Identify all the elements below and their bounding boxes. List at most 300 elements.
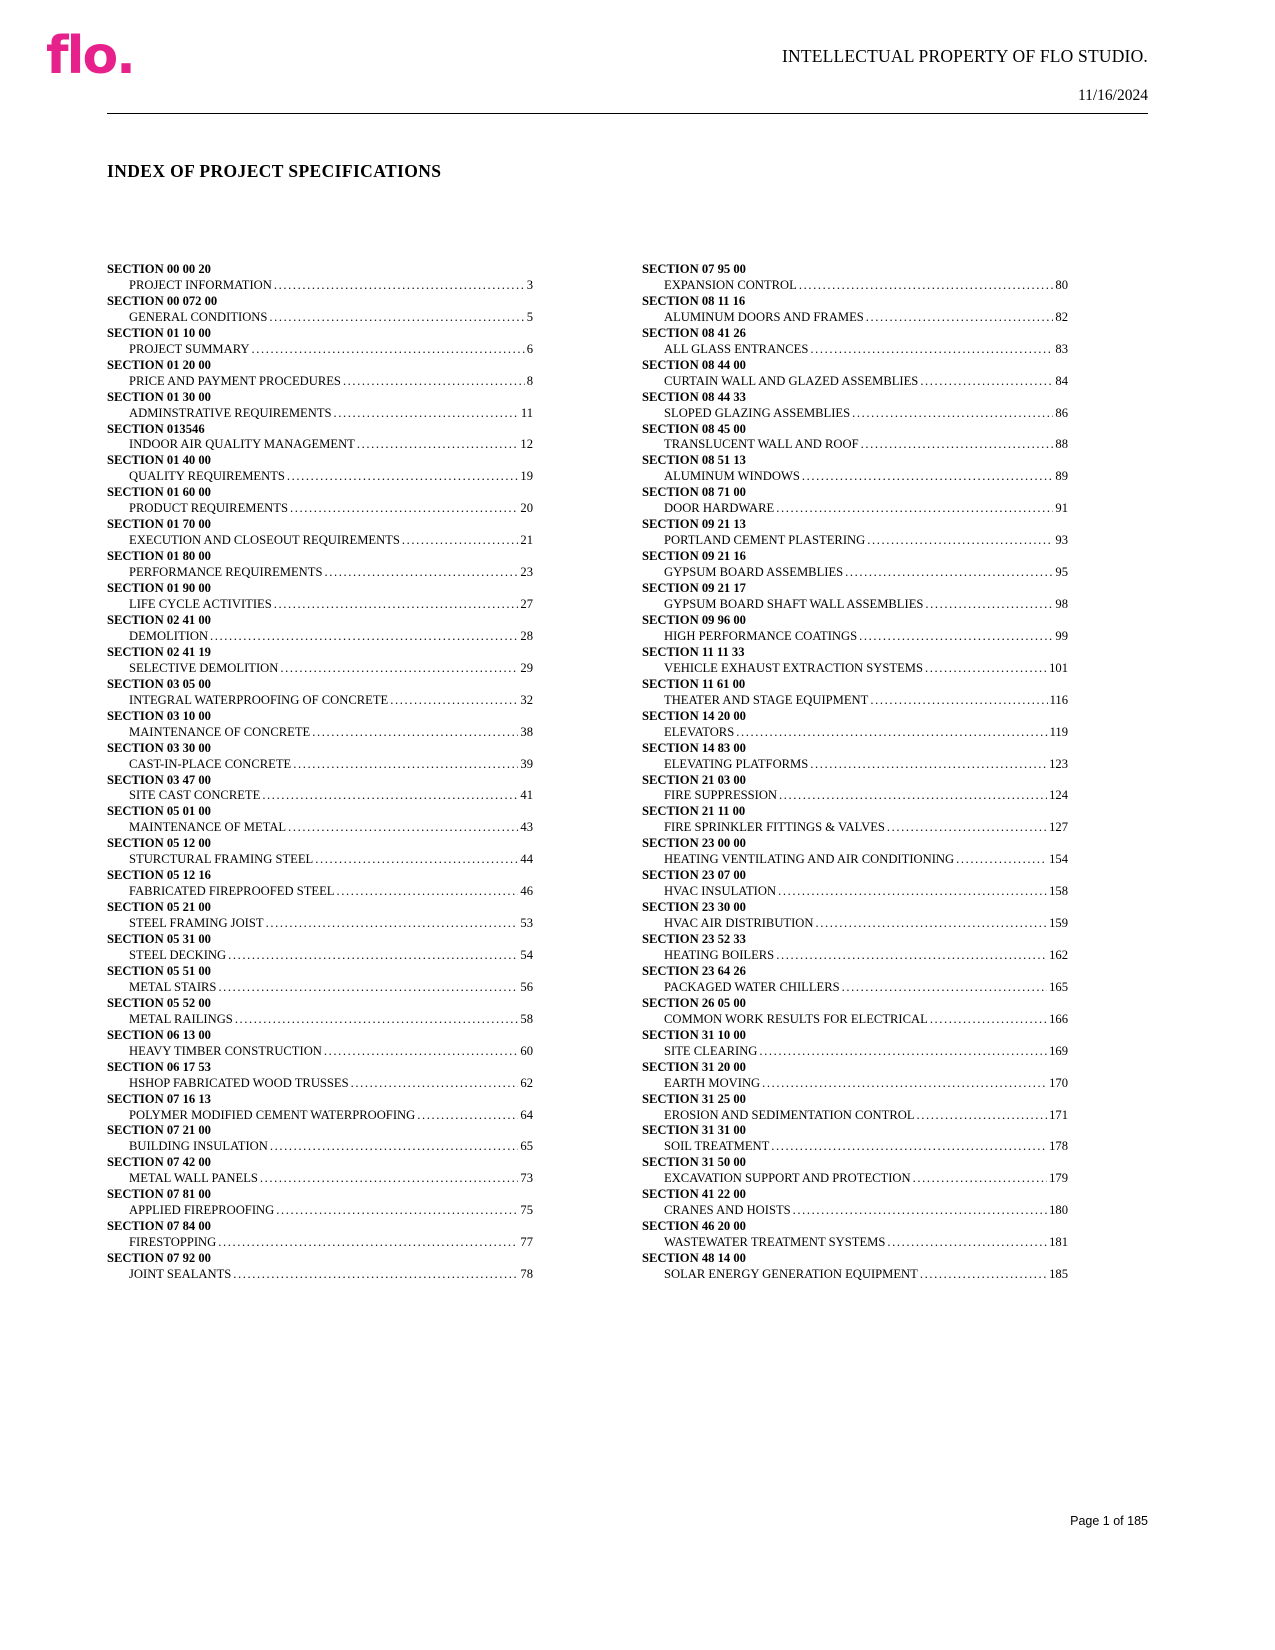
toc-title-line: [107, 597, 533, 613]
toc-entry: [642, 1251, 1068, 1283]
dot-leader: [210, 629, 518, 645]
toc-section-heading: SECTION 07 81 00: [107, 1187, 211, 1202]
dot-leader: [887, 820, 1047, 836]
toc-title: COMMON WORK RESULTS FOR ELECTRICAL: [664, 1011, 928, 1026]
toc-section-heading: SECTION 03 47 00: [107, 772, 211, 787]
toc-section-heading: SECTION 05 52 00: [107, 995, 211, 1010]
toc-page-number: 119: [1049, 724, 1068, 739]
toc-title: ELEVATING PLATFORMS: [664, 756, 809, 771]
dot-leader: [270, 1139, 519, 1155]
toc-entry: [642, 773, 1068, 805]
toc-title-line: [642, 693, 1068, 709]
toc-title-line: [642, 820, 1068, 836]
toc-section-heading: SECTION 05 12 16: [107, 868, 211, 883]
toc-section-heading: SECTION 01 60 00: [107, 485, 211, 500]
toc-title: BUILDING INSULATION: [129, 1139, 268, 1154]
toc-title: SOIL TREATMENT: [664, 1139, 770, 1154]
dot-leader: [816, 916, 1048, 932]
dot-leader: [917, 1108, 1048, 1124]
toc-title-line: [642, 278, 1068, 294]
toc-page-number: 39: [520, 756, 533, 771]
dot-leader: [779, 788, 1047, 804]
toc-section-heading: SECTION 07 95 00: [642, 262, 746, 276]
dot-leader: [351, 1076, 519, 1092]
toc-section-heading: SECTION 11 11 33: [642, 644, 745, 659]
toc-page-number: 124: [1049, 788, 1068, 803]
toc-page-number: 180: [1049, 1203, 1068, 1218]
dot-leader: [228, 948, 518, 964]
toc-title-line: [642, 1044, 1068, 1060]
toc-page-number: 84: [1055, 373, 1068, 388]
toc-title-line: [107, 884, 533, 900]
toc-page-number: 82: [1055, 309, 1068, 324]
toc-title: PACKAGED WATER CHILLERS: [664, 979, 840, 994]
toc-entry: [642, 836, 1068, 868]
toc-section-heading: SECTION 09 96 00: [642, 612, 746, 627]
toc-section-heading: SECTION 03 10 00: [107, 708, 211, 723]
dot-leader: [274, 597, 519, 613]
toc-title-line: [107, 1108, 533, 1124]
dot-leader: [861, 437, 1054, 453]
dot-leader: [266, 916, 519, 932]
toc-section-heading: SECTION 11 61 00: [642, 676, 746, 691]
toc-page-number: 56: [520, 979, 533, 994]
toc-section-heading: SECTION 08 51 13: [642, 453, 746, 468]
toc-entry: [642, 1092, 1068, 1124]
toc-title-line: [107, 820, 533, 836]
dot-leader: [334, 406, 519, 422]
toc-title-line: [107, 1267, 533, 1283]
toc-title-line: [642, 1267, 1068, 1283]
toc-title: ADMINSTRATIVE REQUIREMENTS: [129, 405, 332, 420]
toc-title: MAINTENANCE OF CONCRETE: [129, 724, 311, 739]
toc-page-number: 28: [520, 628, 533, 643]
toc-title-line: [107, 852, 533, 868]
toc-entry: [107, 422, 533, 454]
dot-leader: [262, 788, 518, 804]
toc-title: POLYMER MODIFIED CEMENT WATERPROOFING: [129, 1107, 416, 1122]
toc-title: INDOOR AIR QUALITY MANAGEMENT: [129, 437, 355, 452]
toc-title-line: [107, 310, 533, 326]
dot-leader: [802, 469, 1054, 485]
toc-page-number: 8: [526, 373, 533, 388]
toc-title: PRICE AND PAYMENT PROCEDURES: [129, 373, 341, 388]
toc-entry: [107, 1251, 533, 1283]
toc-section-heading: SECTION 01 90 00: [107, 581, 211, 596]
toc-page-number: 5: [526, 309, 533, 324]
dot-leader: [799, 278, 1054, 294]
toc-title: THEATER AND STAGE EQUIPMENT: [664, 692, 869, 707]
toc-title: METAL STAIRS: [129, 979, 217, 994]
toc-page-number: 27: [520, 597, 533, 612]
toc-title: SITE CLEARING: [664, 1043, 758, 1058]
dot-leader: [776, 948, 1047, 964]
toc-title: SOLAR ENERGY GENERATION EQUIPMENT: [664, 1267, 918, 1282]
toc-title: TRANSLUCENT WALL AND ROOF: [664, 437, 859, 452]
toc-entry: [107, 549, 533, 581]
toc-title: PROJECT SUMMARY: [129, 341, 250, 356]
toc-entry: [642, 390, 1068, 422]
dot-leader: [762, 1076, 1047, 1092]
flo-logo: flo.: [46, 26, 134, 86]
toc-title-line: [107, 693, 533, 709]
toc-section-heading: SECTION 06 17 53: [107, 1059, 211, 1074]
toc-entry: [107, 709, 533, 741]
toc-section-heading: SECTION 08 45 00: [642, 421, 746, 436]
toc-title-line: [107, 469, 533, 485]
toc-page-number: 179: [1049, 1171, 1068, 1186]
toc-section-heading: SECTION 48 14 00: [642, 1251, 746, 1266]
toc-section-heading: SECTION 08 44 33: [642, 389, 746, 404]
toc-left-column: [107, 262, 533, 1283]
toc-page-number: 181: [1049, 1235, 1068, 1250]
toc-page-number: 3: [526, 277, 533, 292]
toc-page-number: 91: [1055, 501, 1068, 516]
toc-entry: [107, 773, 533, 805]
toc-entry: [642, 1060, 1068, 1092]
toc-title: QUALITY REQUIREMENTS: [129, 469, 285, 484]
toc-section-heading: SECTION 21 03 00: [642, 772, 746, 787]
toc-entry: [642, 804, 1068, 836]
toc-section-heading: SECTION 01 40 00: [107, 453, 211, 468]
toc-title: ALUMINUM DOORS AND FRAMES: [664, 309, 864, 324]
toc-title: METAL WALL PANELS: [129, 1171, 258, 1186]
dot-leader: [290, 501, 518, 517]
toc-page-number: 158: [1049, 884, 1068, 899]
toc-title: EROSION AND SEDIMENTATION CONTROL: [664, 1107, 915, 1122]
toc-title-line: [107, 788, 533, 804]
toc-title: STEEL FRAMING JOIST: [129, 916, 264, 931]
toc-title: LIFE CYCLE ACTIVITIES: [129, 597, 272, 612]
toc-entry: [107, 645, 533, 677]
toc-section-heading: SECTION 00 072 00: [107, 293, 218, 308]
toc-title: PROJECT INFORMATION: [129, 277, 272, 292]
toc-title-line: [642, 661, 1068, 677]
toc-entry: [107, 294, 533, 326]
toc-page-number: 32: [520, 692, 533, 707]
toc-title-line: [642, 310, 1068, 326]
toc-entry: [107, 326, 533, 358]
toc-page-number: 73: [520, 1171, 533, 1186]
toc-title: FIRE SPRINKLER FITTINGS & VALVES: [664, 820, 885, 835]
toc-title: ALUMINUM WINDOWS: [664, 469, 800, 484]
toc-page-number: 23: [520, 565, 533, 580]
toc-title-line: [642, 406, 1068, 422]
toc-title: PRODUCT REQUIREMENTS: [129, 501, 288, 516]
toc-title-line: [642, 1203, 1068, 1219]
toc-section-heading: SECTION 23 00 00: [642, 836, 746, 851]
toc-right-column: [642, 262, 1068, 1283]
toc-page-number: 41: [520, 788, 533, 803]
toc-entry: [642, 645, 1068, 677]
toc-page-number: 38: [520, 724, 533, 739]
toc-entry: [107, 868, 533, 900]
dot-leader: [776, 501, 1053, 517]
toc-title-line: [107, 916, 533, 932]
toc-page-number: 99: [1055, 628, 1068, 643]
toc-entry: [642, 581, 1068, 613]
toc-entry: [642, 294, 1068, 326]
dot-leader: [336, 884, 518, 900]
toc-page-number: 165: [1049, 979, 1068, 994]
toc-entry: [107, 358, 533, 390]
toc-title: EARTH MOVING: [664, 1075, 761, 1090]
toc-page-number: 43: [520, 820, 533, 835]
toc-title: INTEGRAL WATERPROOFING OF CONCRETE: [129, 692, 389, 707]
toc-entry: [642, 517, 1068, 549]
ip-notice: INTELLECTUAL PROPERTY OF FLO STUDIO.: [781, 46, 1148, 66]
toc-section-heading: SECTION 08 71 00: [642, 485, 746, 500]
toc-page-number: 65: [520, 1139, 533, 1154]
toc-page-number: 93: [1055, 533, 1068, 548]
toc-section-heading: SECTION 03 05 00: [107, 676, 211, 691]
toc-section-heading: SECTION 21 11 00: [642, 804, 746, 819]
toc-title-line: [642, 533, 1068, 549]
toc-title: HSHOP FABRICATED WOOD TRUSSES: [129, 1075, 349, 1090]
toc-entry: [107, 485, 533, 517]
toc-entry: [642, 485, 1068, 517]
dot-leader: [218, 980, 518, 996]
toc-page-number: 58: [520, 1011, 533, 1026]
header-date: 11/16/2024: [1077, 87, 1148, 104]
dot-leader: [252, 342, 525, 358]
toc-section-heading: SECTION 31 25 00: [642, 1091, 746, 1106]
toc-entry: [642, 741, 1068, 773]
dot-leader: [417, 1108, 518, 1124]
toc-page-number: 101: [1049, 660, 1068, 675]
toc-section-heading: SECTION 08 44 00: [642, 357, 746, 372]
toc-title-line: [107, 1012, 533, 1028]
dot-leader: [280, 661, 518, 677]
toc-page-number: 169: [1049, 1043, 1068, 1058]
dot-leader: [288, 820, 518, 836]
toc-page-number: 162: [1049, 947, 1068, 962]
toc-title-line: [107, 374, 533, 390]
toc-section-heading: SECTION 05 12 00: [107, 836, 211, 851]
dot-leader: [736, 725, 1047, 741]
toc-title-line: [642, 948, 1068, 964]
toc-page-number: 123: [1049, 756, 1068, 771]
toc-title: SITE CAST CONCRETE: [129, 788, 261, 803]
toc-title-line: [642, 725, 1068, 741]
toc-entry: [107, 996, 533, 1028]
toc-page-number: 185: [1049, 1267, 1068, 1282]
toc-section-heading: SECTION 07 42 00: [107, 1155, 211, 1170]
toc-entry: [107, 453, 533, 485]
toc-page-number: 95: [1055, 565, 1068, 580]
toc-section-heading: SECTION 01 80 00: [107, 549, 211, 564]
toc-title-line: [642, 501, 1068, 517]
toc-title: GYPSUM BOARD ASSEMBLIES: [664, 565, 844, 580]
dot-leader: [867, 533, 1053, 549]
toc-page-number: 54: [520, 947, 533, 962]
toc-title-line: [107, 565, 533, 581]
toc-entry: [107, 677, 533, 709]
toc-title-line: [107, 629, 533, 645]
toc-entry: [107, 964, 533, 996]
toc-entry: [107, 932, 533, 964]
toc-title-line: [107, 948, 533, 964]
dot-leader: [390, 693, 518, 709]
toc-section-heading: SECTION 07 84 00: [107, 1219, 211, 1234]
toc-page-number: 75: [520, 1203, 533, 1218]
toc-title-line: [642, 597, 1068, 613]
dot-leader: [925, 661, 1047, 677]
dot-leader: [870, 693, 1047, 709]
toc-entry: [642, 709, 1068, 741]
toc-page-number: 86: [1055, 405, 1068, 420]
toc-entry: [642, 677, 1068, 709]
dot-leader: [293, 757, 518, 773]
dot-leader: [920, 1267, 1047, 1283]
toc-section-heading: SECTION 05 01 00: [107, 804, 211, 819]
dot-leader: [778, 884, 1047, 900]
toc-entry: [642, 1028, 1068, 1060]
toc-title-line: [107, 533, 533, 549]
toc-entry: [642, 262, 1068, 294]
toc-title-line: [642, 1108, 1068, 1124]
toc-entry: [107, 262, 533, 294]
toc-page-number: 78: [520, 1267, 533, 1282]
toc-entry: [642, 1155, 1068, 1187]
toc-entry: [642, 422, 1068, 454]
toc-title: APPLIED FIREPROOFING: [129, 1203, 275, 1218]
header-right: [782, 46, 1148, 105]
toc-entry: [642, 932, 1068, 964]
toc-entry: [107, 1155, 533, 1187]
toc-entry: [642, 1187, 1068, 1219]
toc-section-heading: SECTION 14 83 00: [642, 740, 746, 755]
table-of-contents: [107, 262, 1068, 1283]
toc-title: CURTAIN WALL AND GLAZED ASSEMBLIES: [664, 373, 919, 388]
toc-title: FABRICATED FIREPROOFED STEEL: [129, 884, 335, 899]
toc-title-line: [642, 1171, 1068, 1187]
dot-leader: [269, 310, 524, 326]
toc-title: METAL RAILINGS: [129, 1011, 233, 1026]
toc-section-heading: SECTION 14 20 00: [642, 708, 746, 723]
toc-title-line: [642, 916, 1068, 932]
page-number-footer: Page 1 of 185: [1070, 1514, 1148, 1528]
toc-page-number: 170: [1049, 1075, 1068, 1090]
toc-section-heading: SECTION 23 07 00: [642, 868, 746, 883]
toc-title: ALL GLASS ENTRANCES: [664, 341, 809, 356]
toc-title-line: [642, 788, 1068, 804]
toc-title-line: [642, 1235, 1068, 1251]
toc-title-line: [107, 1076, 533, 1092]
toc-page-number: 80: [1055, 277, 1068, 292]
toc-page-number: 88: [1055, 437, 1068, 452]
toc-title: WASTEWATER TREATMENT SYSTEMS: [664, 1235, 886, 1250]
toc-page-number: 11: [520, 405, 533, 420]
toc-entry: [642, 549, 1068, 581]
toc-title-line: [107, 1171, 533, 1187]
dot-leader: [274, 278, 525, 294]
toc-section-heading: SECTION 06 13 00: [107, 1027, 211, 1042]
toc-page-number: 178: [1049, 1139, 1068, 1154]
dot-leader: [276, 1203, 518, 1219]
toc-entry: [107, 836, 533, 868]
toc-section-heading: SECTION 05 21 00: [107, 900, 211, 915]
toc-title-line: [107, 342, 533, 358]
toc-section-heading: SECTION 01 30 00: [107, 389, 211, 404]
dot-leader: [930, 1012, 1047, 1028]
toc-entry: [107, 581, 533, 613]
toc-title-line: [642, 1012, 1068, 1028]
toc-entry: [107, 1187, 533, 1219]
toc-page-number: 64: [520, 1107, 533, 1122]
toc-title-line: [642, 469, 1068, 485]
toc-title-line: [107, 406, 533, 422]
toc-title-line: [642, 980, 1068, 996]
toc-entry: [107, 1219, 533, 1251]
toc-page-number: 21: [520, 533, 533, 548]
toc-entry: [642, 900, 1068, 932]
toc-title: FIRE SUPPRESSION: [664, 788, 778, 803]
toc-entry: [642, 453, 1068, 485]
toc-title: EXECUTION AND CLOSEOUT REQUIREMENTS: [129, 533, 400, 548]
toc-page-number: 53: [520, 916, 533, 931]
toc-title: SLOPED GLAZING ASSEMBLIES: [664, 405, 851, 420]
toc-section-heading: SECTION 01 70 00: [107, 517, 211, 532]
toc-section-heading: SECTION 09 21 17: [642, 581, 746, 596]
toc-title-line: [107, 661, 533, 677]
toc-title-line: [642, 629, 1068, 645]
toc-page-number: 83: [1055, 341, 1068, 356]
toc-section-heading: SECTION 07 92 00: [107, 1251, 211, 1266]
toc-title: PERFORMANCE REQUIREMENTS: [129, 565, 323, 580]
toc-title: HEATING VENTILATING AND AIR CONDITIONING: [664, 852, 955, 867]
toc-entry: [642, 326, 1068, 358]
toc-section-heading: SECTION 013546: [107, 421, 205, 436]
toc-page-number: 60: [520, 1043, 533, 1058]
toc-title: MAINTENANCE OF METAL: [129, 820, 287, 835]
page-title: INDEX OF PROJECT SPECIFICATIONS: [107, 161, 442, 181]
toc-page-number: 6: [526, 341, 533, 356]
dot-leader: [852, 406, 1053, 422]
header-rule: [107, 113, 1148, 114]
toc-entry: [107, 517, 533, 549]
toc-section-heading: SECTION 26 05 00: [642, 995, 746, 1010]
dot-leader: [771, 1139, 1047, 1155]
toc-entry: [107, 741, 533, 773]
toc-entry: [642, 1219, 1068, 1251]
toc-title: HIGH PERFORMANCE COATINGS: [664, 628, 858, 643]
toc-section-heading: SECTION 01 20 00: [107, 357, 211, 372]
toc-section-heading: SECTION 31 31 00: [642, 1123, 746, 1138]
dot-leader: [842, 980, 1047, 996]
toc-title-line: [642, 884, 1068, 900]
toc-title-line: [642, 437, 1068, 453]
toc-entry: [107, 390, 533, 422]
toc-title: STEEL DECKING: [129, 947, 227, 962]
toc-title: HVAC AIR DISTRIBUTION: [664, 916, 814, 931]
toc-page-number: 89: [1055, 469, 1068, 484]
toc-section-heading: SECTION 23 52 33: [642, 932, 746, 947]
dot-leader: [218, 1235, 518, 1251]
toc-page-number: 19: [520, 469, 533, 484]
dot-leader: [402, 533, 519, 549]
dot-leader: [793, 1203, 1047, 1219]
toc-entry: [642, 1123, 1068, 1155]
toc-section-heading: SECTION 00 00 20: [107, 262, 211, 276]
toc-title: EXCAVATION SUPPORT AND PROTECTION: [664, 1171, 911, 1186]
toc-section-heading: SECTION 03 30 00: [107, 740, 211, 755]
dot-leader: [913, 1171, 1048, 1187]
dot-leader: [759, 1044, 1047, 1060]
toc-title-line: [642, 1076, 1068, 1092]
toc-title-line: [107, 757, 533, 773]
toc-entry: [107, 1060, 533, 1092]
